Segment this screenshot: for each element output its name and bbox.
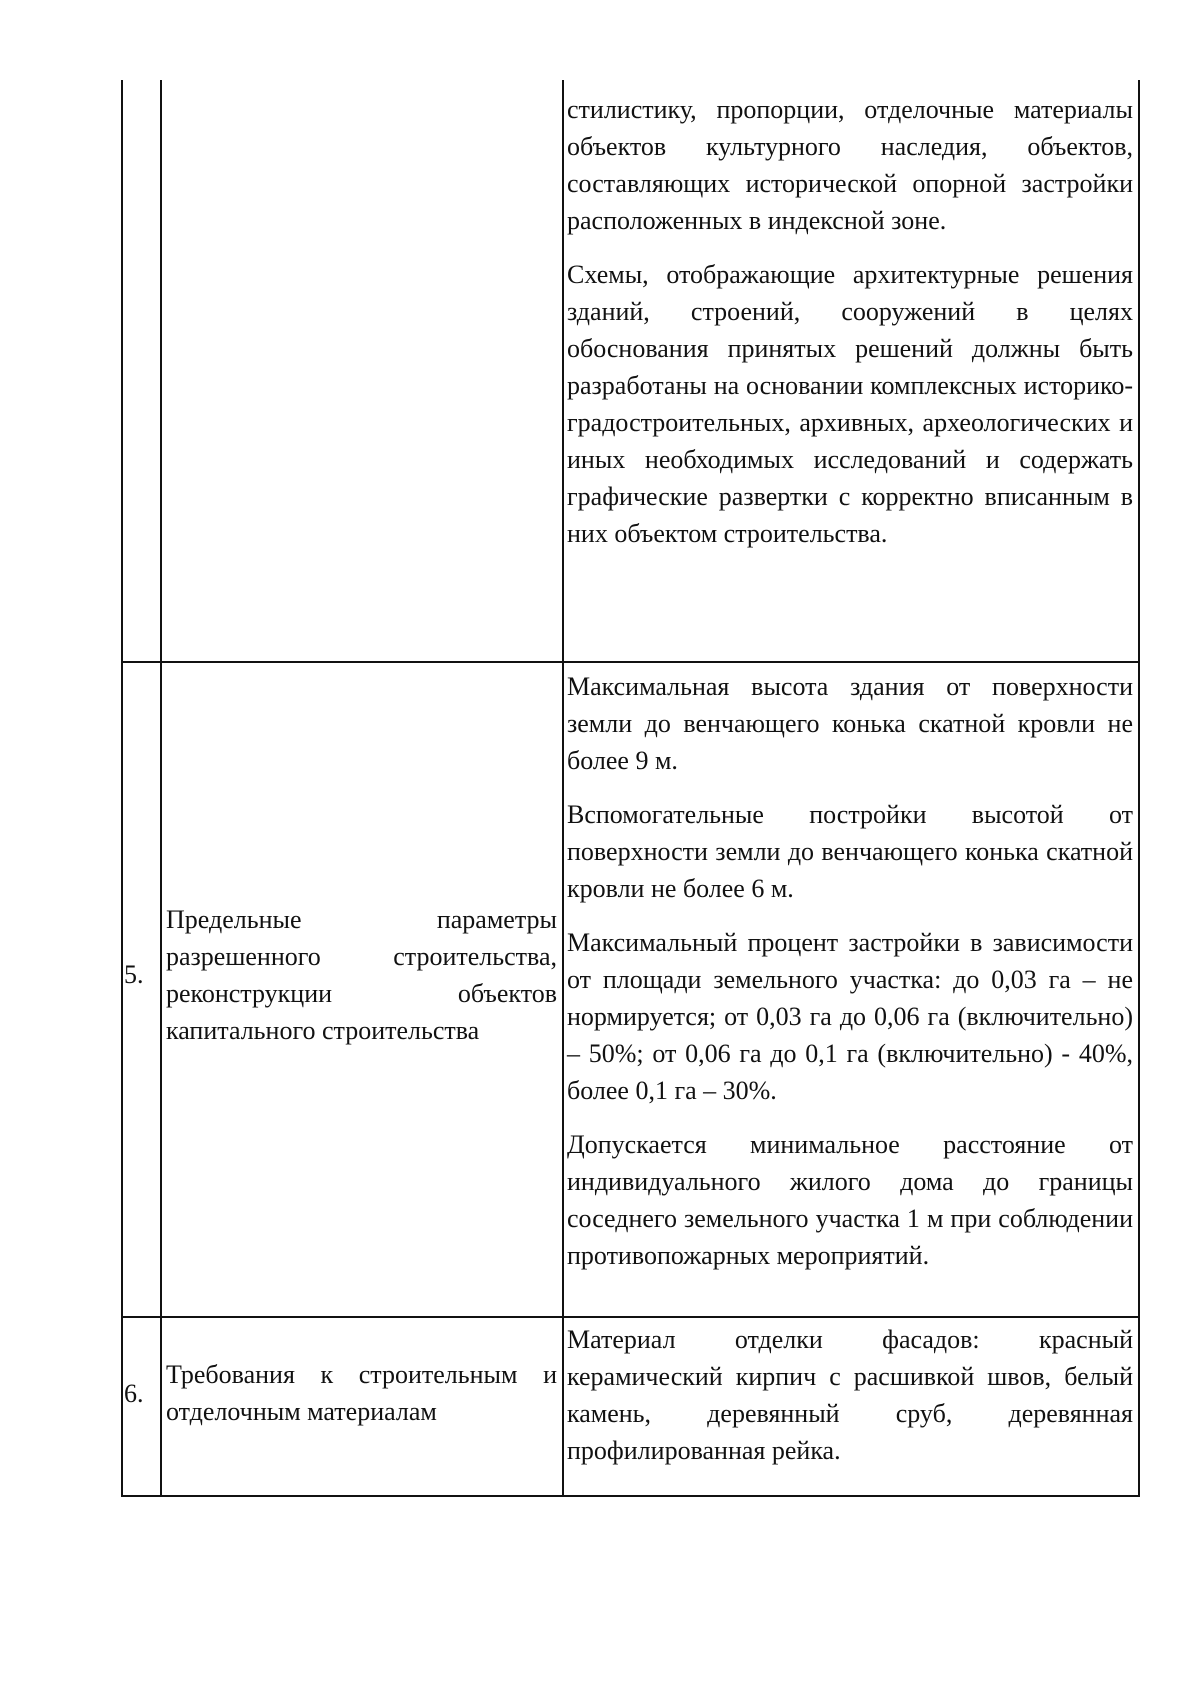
- table-row-continuation-content: [567, 91, 1133, 552]
- row-parameter-name: [166, 1356, 557, 1430]
- paragraph: Материал отделки фасадов: красный керамический кирпич с расшивкой швов, белый камень, деревянный сруб, деревянная профилированная рейка.: [567, 1325, 1133, 1465]
- table-border-right: [1138, 80, 1140, 1496]
- row-parameter-content: [567, 1321, 1133, 1469]
- table-border-left: [121, 80, 123, 1496]
- row-number: 6.: [124, 1379, 144, 1408]
- paragraph: Допускается минимальное расстояние от индивидуального жилого дома до границы соседнего земельного участка 1 м при соблюдении противопожарных мероприятий.: [567, 1130, 1133, 1270]
- paragraph: Максимальная высота здания от поверхности земли до венчающего конька скатной кровли не более 9 м.: [567, 672, 1133, 775]
- parameter-name-text: Предельные параметры разрешенного строительства, реконструкции объектов капитального строительства: [166, 905, 557, 1045]
- table-column-divider: [160, 80, 162, 1496]
- row-number: 5.: [124, 960, 144, 989]
- paragraph: Вспомогательные постройки высотой от поверхности земли до венчающего конька скатной кровли не более 6 м.: [567, 800, 1133, 903]
- table-column-divider: [562, 80, 564, 1496]
- paragraph: Максимальный процент застройки в зависимости от площади земельного участка: до 0,03 га – не нормируется; от 0,03 га до 0,06 га (включительно) – 50%; от 0,06 га до 0,1 га (включительно) - 40%, более 0,1 га – 30%.: [567, 928, 1133, 1105]
- row-parameter-content: [567, 668, 1133, 1274]
- paragraph: стилистику, пропорции, отделочные материалы объектов культурного наследия, объектов, составляющих исторической опорной застройки расположенных в индексной зоне.: [567, 95, 1133, 235]
- table-row-divider: [121, 1316, 1140, 1318]
- paragraph: Схемы, отображающие архитектурные решения зданий, строений, сооружений в целях обоснования принятых решений должны быть разработаны на основании комплексных историко-градостроительных, архивных, археологических и иных необходимых исследований и содержать графические развертки с корректно вписанным в них объектом строительства.: [567, 260, 1133, 548]
- parameter-name-text: Требования к строительным и отделочным материалам: [166, 1360, 557, 1426]
- row-parameter-name: [166, 901, 557, 1049]
- table-border-bottom: [121, 1495, 1140, 1497]
- table-row-divider: [121, 661, 1140, 663]
